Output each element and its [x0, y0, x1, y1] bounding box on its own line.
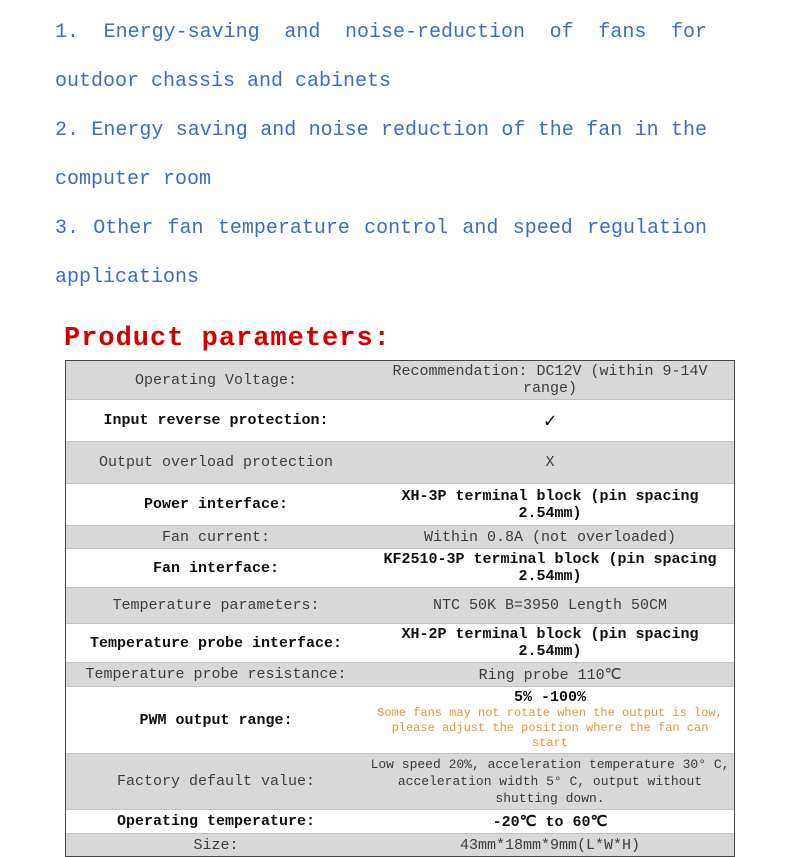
section-title: Product parameters:: [64, 324, 391, 354]
checkmark-icon: ✓: [543, 410, 557, 434]
param-value: 5% -100%: [513, 689, 586, 706]
table-row-input-reverse-protection: [66, 399, 734, 441]
table-row-operating-temperature: [66, 809, 734, 833]
param-value-line-1: Low speed 20%, acceleration temperature 30° C,: [370, 757, 730, 772]
param-value: XH-2P terminal block (pin spacing 2.54mm): [401, 626, 699, 660]
param-label: Output overload protection: [98, 454, 334, 471]
param-label: Size:: [193, 836, 239, 854]
table-row-fan-interface: [66, 548, 734, 587]
table-row-size: [66, 833, 734, 856]
cross-mark: X: [545, 454, 555, 471]
table-row-operating-voltage: [66, 361, 734, 399]
param-value-group: [366, 687, 734, 753]
param-label: Temperature probe resistance:: [85, 666, 347, 683]
param-label: Input reverse protection:: [103, 412, 329, 429]
param-label: Fan interface:: [152, 559, 280, 577]
param-value: -20℃ to 60℃: [492, 814, 608, 831]
intro-item-1-line-1: 1. Energy-saving and noise-reduction of fans for: [55, 21, 707, 44]
table-row-power-interface: [66, 483, 734, 525]
table-row-fan-current: [66, 525, 734, 548]
table-row-temperature-probe-resistance: [66, 662, 734, 686]
param-note-line-2: please adjust the position where the fan can start: [391, 721, 709, 750]
param-note-line-1: Some fans may not rotate when the output is low,: [377, 706, 723, 720]
table-row-temperature-parameters: [66, 587, 734, 623]
intro-item-1-line-2: outdoor chassis and cabinets: [55, 70, 392, 93]
param-value: 43mm*18mm*9mm(L*W*H): [459, 836, 641, 854]
intro-item-3-line-1: 3. Other fan temperature control and speed regulation: [55, 217, 707, 240]
param-label: Operating Voltage:: [134, 371, 298, 389]
intro-item-3-line-2: applications: [55, 266, 200, 289]
param-value-group: [366, 754, 734, 809]
param-label: Temperature probe interface:: [89, 634, 343, 652]
param-label: Operating temperature:: [116, 813, 316, 830]
table-row-temperature-probe-interface: [66, 623, 734, 662]
parameters-table: [65, 360, 735, 857]
intro-list: [55, 8, 707, 302]
param-value: Recommendation: DC12V (within 9-14V range): [392, 363, 708, 397]
table-row-output-overload-protection: [66, 441, 734, 483]
param-label: Factory default value:: [116, 773, 316, 790]
param-label: Power interface:: [143, 496, 289, 513]
param-value: NTC 50K B=3950 Length 50CM: [432, 597, 668, 614]
intro-item-2-line-2: computer room: [55, 168, 212, 191]
intro-item-2-line-1: 2. Energy saving and noise reduction of the fan in the: [55, 119, 707, 142]
param-value: Ring probe 110℃: [478, 667, 622, 684]
param-value: Within 0.8A (not overloaded): [423, 528, 677, 546]
param-label: Temperature parameters:: [112, 597, 320, 614]
param-label: Fan current:: [161, 528, 271, 546]
param-value: XH-3P terminal block (pin spacing 2.54mm): [401, 487, 699, 522]
param-label: PWM output range:: [139, 711, 293, 729]
table-row-factory-default-value: [66, 753, 734, 809]
table-row-pwm-output-range: [66, 686, 734, 753]
param-value-line-2: acceleration width 5° C, output without shutting down.: [397, 774, 703, 806]
param-value: KF2510-3P terminal block (pin spacing 2.54mm): [383, 551, 717, 585]
